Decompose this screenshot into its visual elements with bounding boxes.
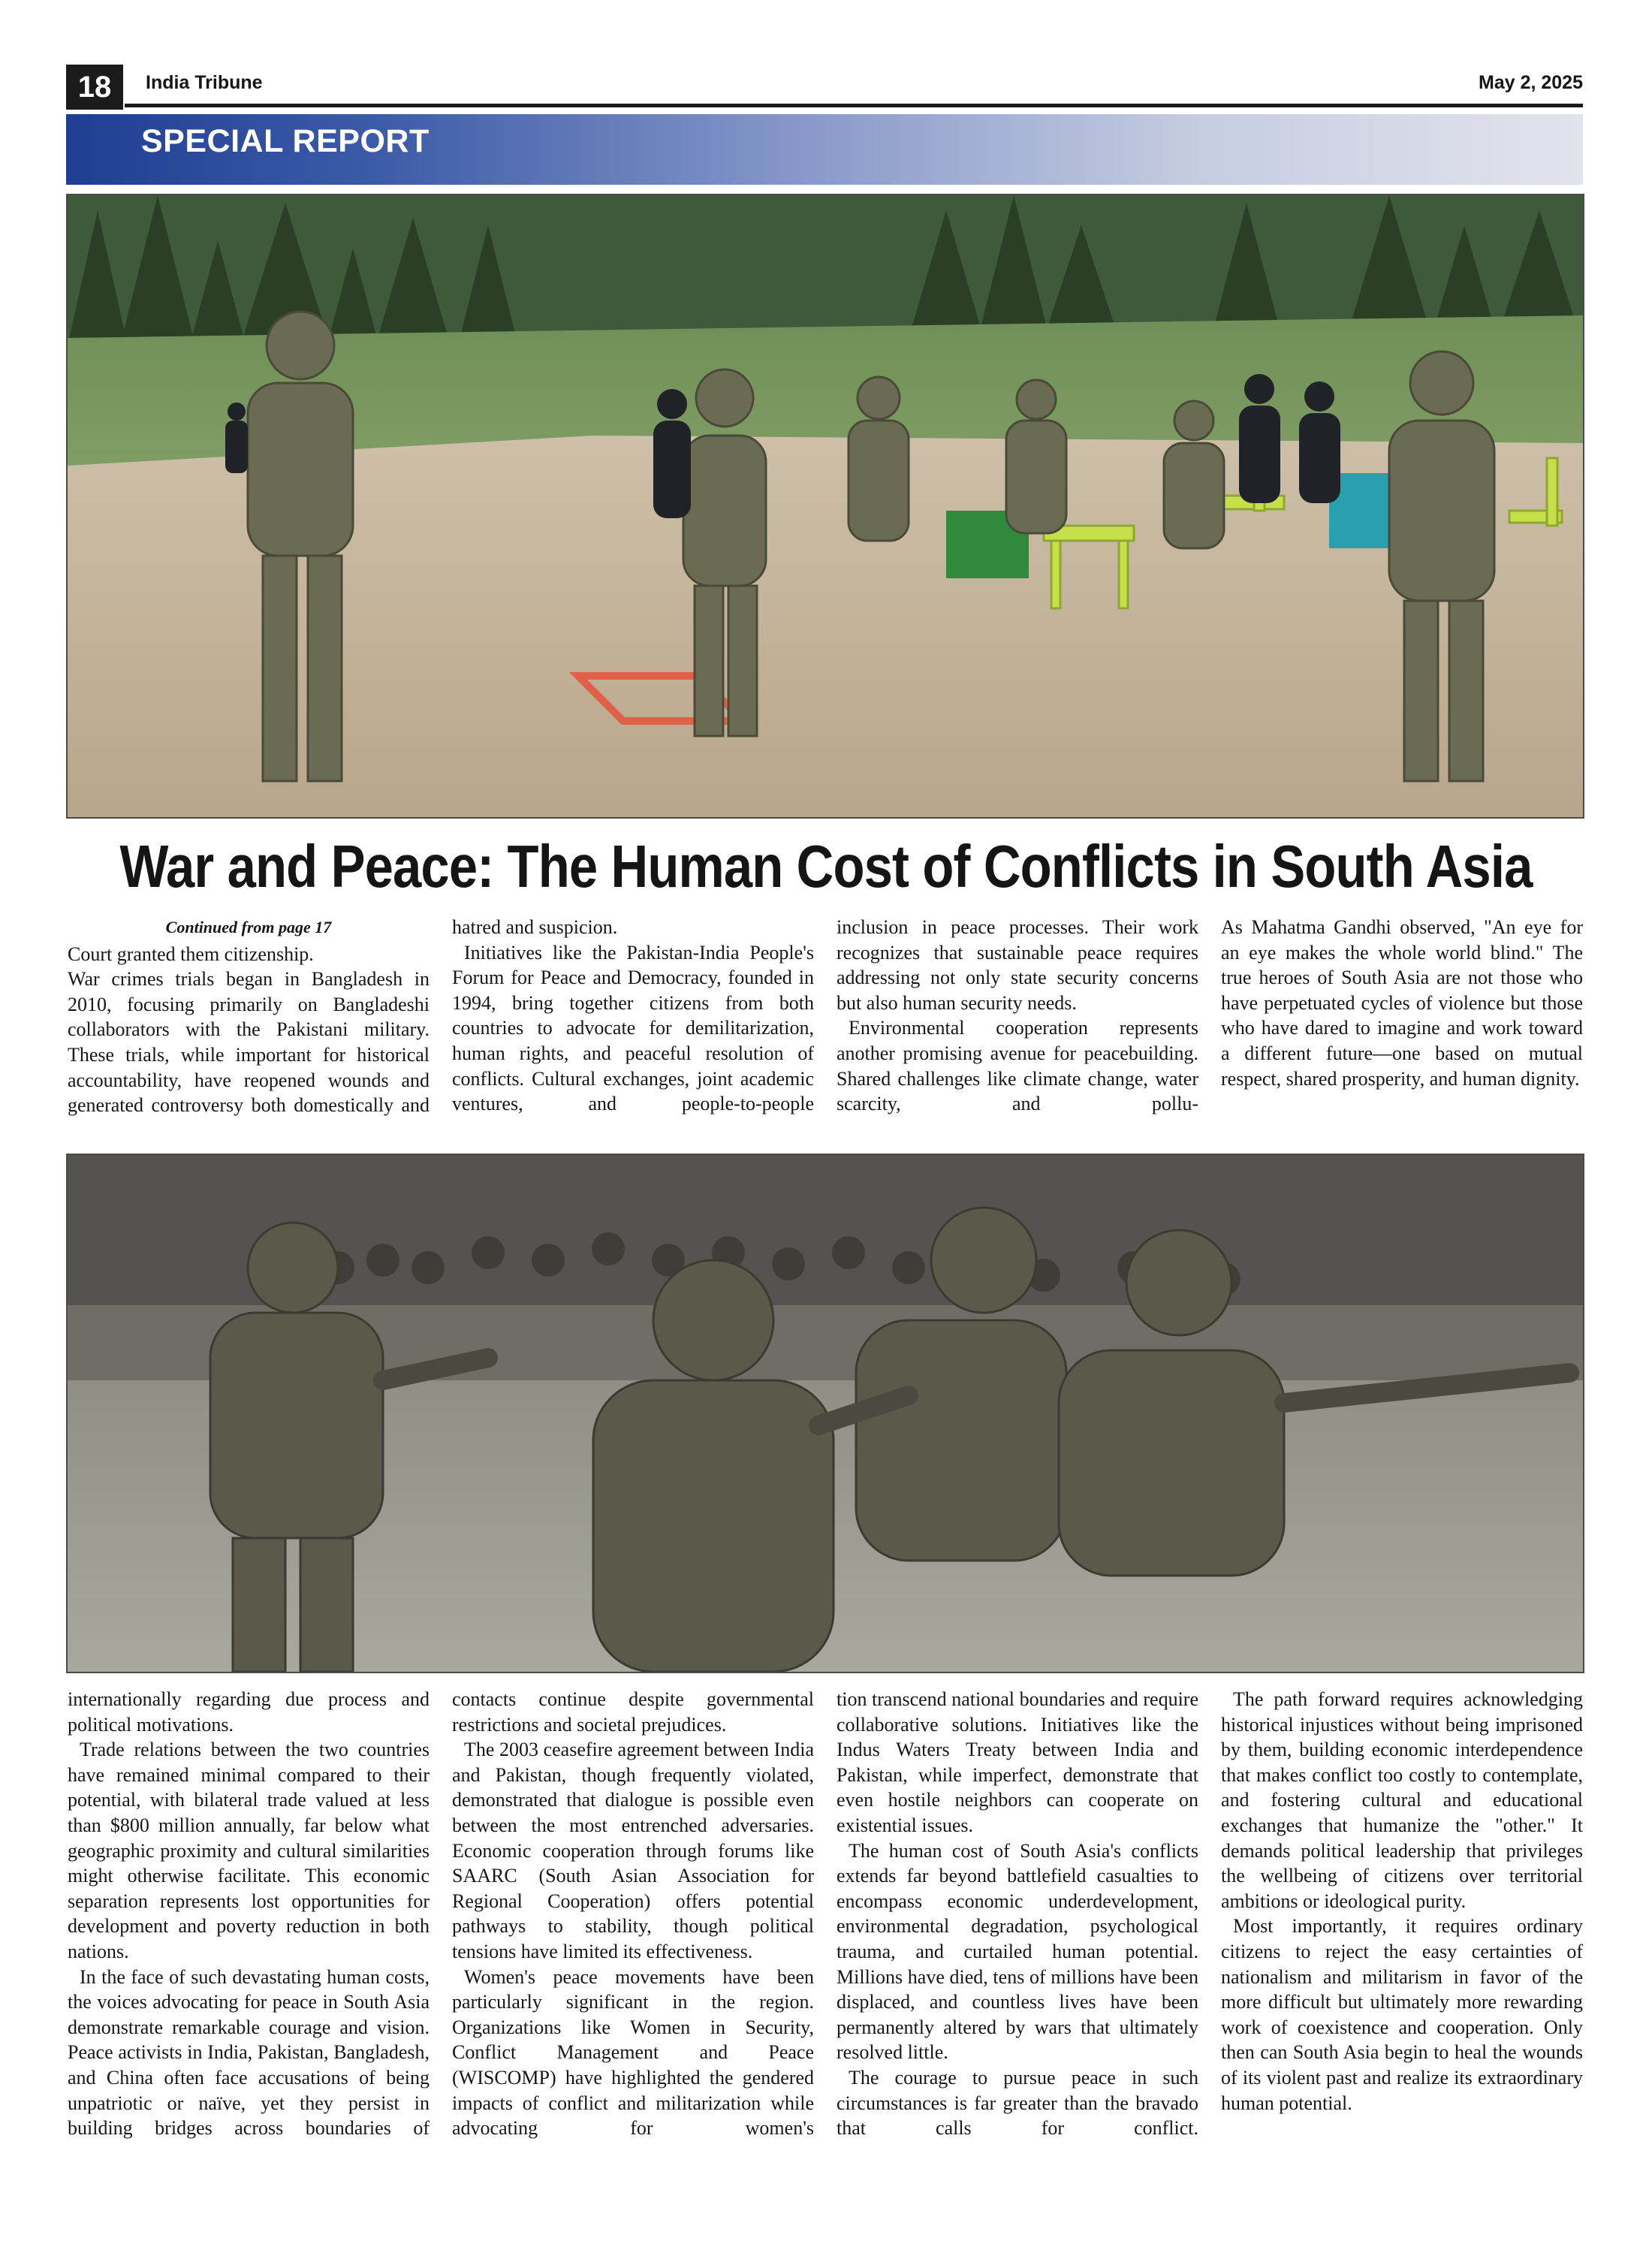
article-column-5 <box>68 1687 430 2141</box>
article-paragraph: Court granted them citizenship. <box>68 943 314 965</box>
header-rule <box>125 104 1583 107</box>
article-paragraph: As Mahatma Gandhi observed, "An eye for an eye makes the whole world blind." The true heroes of South Asia are not those who have perpetuated cycles of violence but those who have dared to imagine and work toward a different future—one based on mutual respect, shared prosperity, and human dignity. <box>1221 916 1583 1090</box>
article-column-2 <box>452 915 814 1117</box>
continued-note: Continued from page 17 <box>165 918 332 936</box>
article-column-6 <box>452 1687 814 2141</box>
article-paragraph: Initiatives like the Pakistan-India People's Forum for Peace and Democracy, founded in 1994, bring together citizens from both countries to advocate for demilitarization, human rights, and peaceful resolution of conflicts. Cultural exchanges, joint academic ventures, and people-to-people <box>452 941 814 1115</box>
article-paragraph: Environmental cooperation represents another promising avenue for peacebuilding. Shared challenges like climate change, water scarcity, and pollu- <box>837 1017 1198 1115</box>
paper-name: India Tribune <box>146 72 263 93</box>
article-paragraph: Women's peace movements have been particularly significant in the region. Organizations like Women in Security, Conflict Management and Peace (WISCOMP) have highlighted the gendered impacts of conflict and militarization while advocating for women's <box>452 1965 814 2140</box>
article-column-4 <box>1221 915 1583 1091</box>
article-paragraph: hatred and suspicion. <box>452 916 618 938</box>
article-paragraph: internationally regarding due process and political motivations. <box>68 1688 430 1736</box>
article-paragraph: Most importantly, it requires ordinary citizens to reject the easy certainties of nationalism and militarism in favor of the more difficult but ultimately more rewarding work of coexistence and cooperation. Only then can South Asia begin to heal the wounds of its violent past and realize its extraordinary human potential. <box>1221 1915 1583 2114</box>
issue-date: May 2, 2025 <box>1479 72 1583 93</box>
headline: War and Peace: The Human Cost of Conflicts in South Asia <box>119 833 1533 900</box>
article-paragraph: tion transcend national boundaries and require collaborative solutions. Initiatives like the Indus Waters Treaty between India and Pakistan, while imperfect, demonstrate that even hostile neighbors can cooperate on existential issues. <box>837 1688 1198 1836</box>
article-paragraph: War crimes trials began in Bangladesh in 2010, focusing primarily on Bangladeshi collaborators with the Pakistani military. These trials, while important for historical accountability, have reopened wounds and generated controversy both domestically and <box>68 968 430 1117</box>
article-column-7 <box>837 1687 1198 2141</box>
page-number: 18 <box>66 65 123 110</box>
section-title: SPECIAL REPORT <box>141 123 430 159</box>
article-paragraph: In the face of such devastating human costs, the voices advocating for peace in South Asia demonstrate remarkable courage and vision. Peace activists in India, Pakistan, Bangladesh, and China often face accusations of being unpatriotic or naïve, yet they persist in building bridges across boundaries of <box>68 1965 430 2140</box>
article-paragraph: inclusion in peace processes. Their work recognizes that sustainable peace requires addressing not only state security concerns but also human security needs. <box>837 916 1198 1014</box>
article-paragraph: The 2003 ceasefire agreement between India and Pakistan, though frequently violated, demonstrated that dialogue is possible even between the most entrenched adversaries. Economic cooperation through forums like SAARC (South Asian Association for Regional Cooperation) offers potential pathways to stability, though political tensions have limited its effectiveness. <box>452 1739 814 1962</box>
soldiers-river-standoff-photo <box>66 1154 1584 1673</box>
article-column-1 <box>68 915 430 1118</box>
article-paragraph: The human cost of South Asia's conflicts extends far beyond battlefield casualties to encompass economic underdevelopment, environmental degradation, psychological trauma, and curtailed human potential. Millions have died, tens of millions have been displaced, and countless lives have been permanently altered by wars that ultimately resolved little. <box>837 1839 1198 2064</box>
article-paragraph: contacts continue despite governmental restrictions and societal prejudices. <box>452 1688 814 1736</box>
security-personnel-meadow-photo <box>66 194 1584 819</box>
article-paragraph: Trade relations between the two countries have remained minimal compared to their potential, with bilateral trade valued at less than $800 million annually, far below what geographic proximity and cultural similarities might otherwise facilitate. This economic separation represents lost opportunities for development and poverty reduction in both nations. <box>68 1739 430 1962</box>
article-paragraph: The path forward requires acknowledging historical injustices without being imprisoned by them, building economic interdependence that makes conflict too costly to contemplate, and fostering cultural and educational exchanges that humanize the "other." It demands political leadership that privileges the wellbeing of citizens over territorial ambitions or ideological purity. <box>1221 1688 1583 1912</box>
article-column-8 <box>1221 1687 1583 2116</box>
article-paragraph: The courage to pursue peace in such circumstances is far greater than the bravado that calls for conflict. <box>837 2066 1198 2140</box>
article-column-3 <box>837 915 1198 1117</box>
